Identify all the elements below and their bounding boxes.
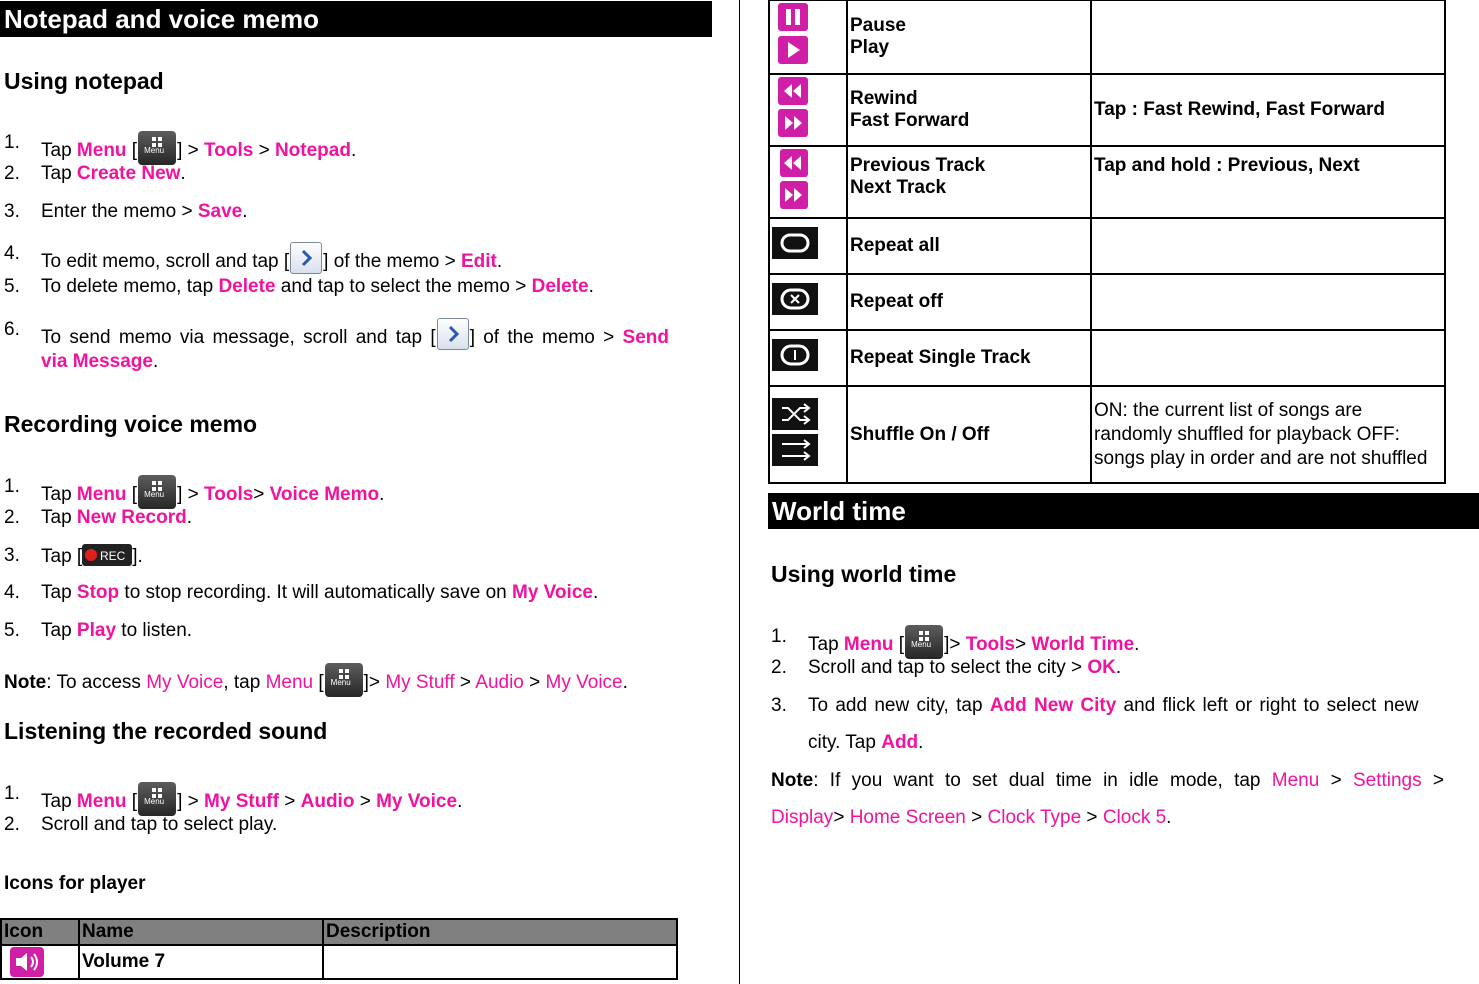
repeat-single-icon-cell: [769, 330, 847, 386]
shuffle-description: ON: the current list of songs are randomly shuffled for playback OFF: songs play in order and are not shuffled: [1091, 386, 1445, 483]
player-icons-table: [0, 918, 678, 980]
pause-play-icon-cell: [769, 0, 847, 74]
table-row: [769, 0, 1445, 74]
world-note: Note: If you want to set dual time in idle mode, tap Menu > Settings >: [771, 770, 1444, 791]
heading-recording-voice-memo: Recording voice memo: [4, 411, 258, 437]
menu-icon: Menu: [905, 625, 943, 659]
volume-icon: [10, 947, 44, 977]
repeat-all-description: [1091, 218, 1445, 274]
menu-icon: Menu: [138, 782, 176, 816]
prev-next-name: Previous Track Next Track: [847, 146, 1091, 218]
svg-text:REC: REC: [100, 549, 126, 563]
record-icon: [82, 544, 132, 566]
repeat-all-icon: [772, 227, 818, 259]
menu-icon: Menu: [325, 663, 363, 697]
pause-play-description: [1091, 0, 1445, 74]
shuffle-name: Shuffle On / Off: [847, 386, 1091, 483]
volume-description: [323, 945, 677, 979]
repeat-all-icon-cell: [769, 218, 847, 274]
col-header-name: Name: [79, 919, 323, 945]
heading-using-world-time: Using world time: [771, 561, 957, 587]
repeat-single-description: [1091, 330, 1445, 386]
pause-play-icon: [772, 1, 812, 67]
repeat-off-icon-cell: [769, 274, 847, 330]
notepad-step-6-cont: via Message.: [41, 351, 159, 372]
col-header-icon: Icon: [1, 919, 79, 945]
table-row: [769, 146, 1445, 218]
rewind-forward-description: Tap : Fast Rewind, Fast Forward: [1091, 74, 1445, 146]
repeat-single-name: Repeat Single Track: [847, 330, 1091, 386]
table-row: [1, 945, 677, 979]
rewind-forward-icon-cell: [769, 74, 847, 146]
section-title-world-time: World time: [768, 493, 1479, 529]
section-title-notepad: Notepad and voice memo: [0, 1, 712, 37]
recording-note: Note: To access My Voice, tap Menu [ Menu ]> My Stuff > Audio > My Voice.: [4, 663, 628, 697]
menu-icon: Menu: [138, 475, 176, 509]
rewind-forward-name: Rewind Fast Forward: [847, 74, 1091, 146]
volume-name: Volume 7: [79, 945, 323, 979]
repeat-off-description: [1091, 274, 1445, 330]
repeat-off-name: Repeat off: [847, 274, 1091, 330]
pause-play-name: Pause Play: [847, 0, 1091, 74]
world-note-cont: Display> Home Screen > Clock Type > Clock 5.: [771, 807, 1172, 828]
heading-listening: Listening the recorded sound: [4, 718, 328, 744]
chevron-right-icon: [290, 242, 322, 274]
table-row: [769, 74, 1445, 146]
heading-using-notepad: Using notepad: [4, 68, 164, 94]
repeat-off-icon: [772, 283, 818, 315]
prev-next-description: Tap and hold : Previous, Next: [1091, 146, 1445, 218]
shuffle-icon: [772, 398, 818, 466]
shuffle-icon-cell: [769, 386, 847, 483]
column-divider: [739, 0, 740, 984]
left-column: Notepad and voice memo Using notepad 1. Tap Menu [ Menu ] > Tools > Notepad. 2. Tap Create New. 3. Enter the memo > Save. 4. To edit memo, scroll and tap [ ] of the memo > Edit. 5. To delete memo, tap Delete and tap to select the memo > Delete. 6. To send memo via message, scroll and tap [ ] of the memo > Send via Message. Recording voice memo 1. Tap Menu [ Menu ] > Tools> Voice Memo. 2. Tap New Record. 3. Tap [ REC ]. 4. Tap Stop to stop recording. It will automatically save on My Voice. 5. Tap Play to listen. Note: To access My Voice, tap Menu [ Menu ]> My Stuff > Audio > My Voice. Listening the recorded sound 1. Tap Menu [ Menu ] > My Stuff > Audio > My Voice. 2. Scroll and tap to select play. Icons for player Icon Name Description Volume 7: [0, 0, 712, 37]
prev-next-icon-cell: [769, 146, 847, 218]
table-row: [769, 386, 1445, 483]
menu-icon: Menu: [138, 131, 176, 165]
table-row: [769, 330, 1445, 386]
repeat-single-icon: [772, 339, 818, 371]
table-row: [769, 274, 1445, 330]
col-header-description: Description: [323, 919, 677, 945]
player-icons-table-continued: [768, 0, 1446, 484]
table-row: [769, 218, 1445, 274]
rewind-forward-icon: [772, 75, 812, 139]
icons-for-player-heading: Icons for player: [4, 873, 146, 894]
volume-icon-cell: [1, 945, 79, 979]
repeat-all-name: Repeat all: [847, 218, 1091, 274]
world-step-3-cont: city. Tap Add.: [808, 732, 924, 753]
chevron-right-icon: [437, 318, 469, 350]
table-header-row: [1, 919, 677, 945]
prev-next-icon: [772, 147, 812, 211]
